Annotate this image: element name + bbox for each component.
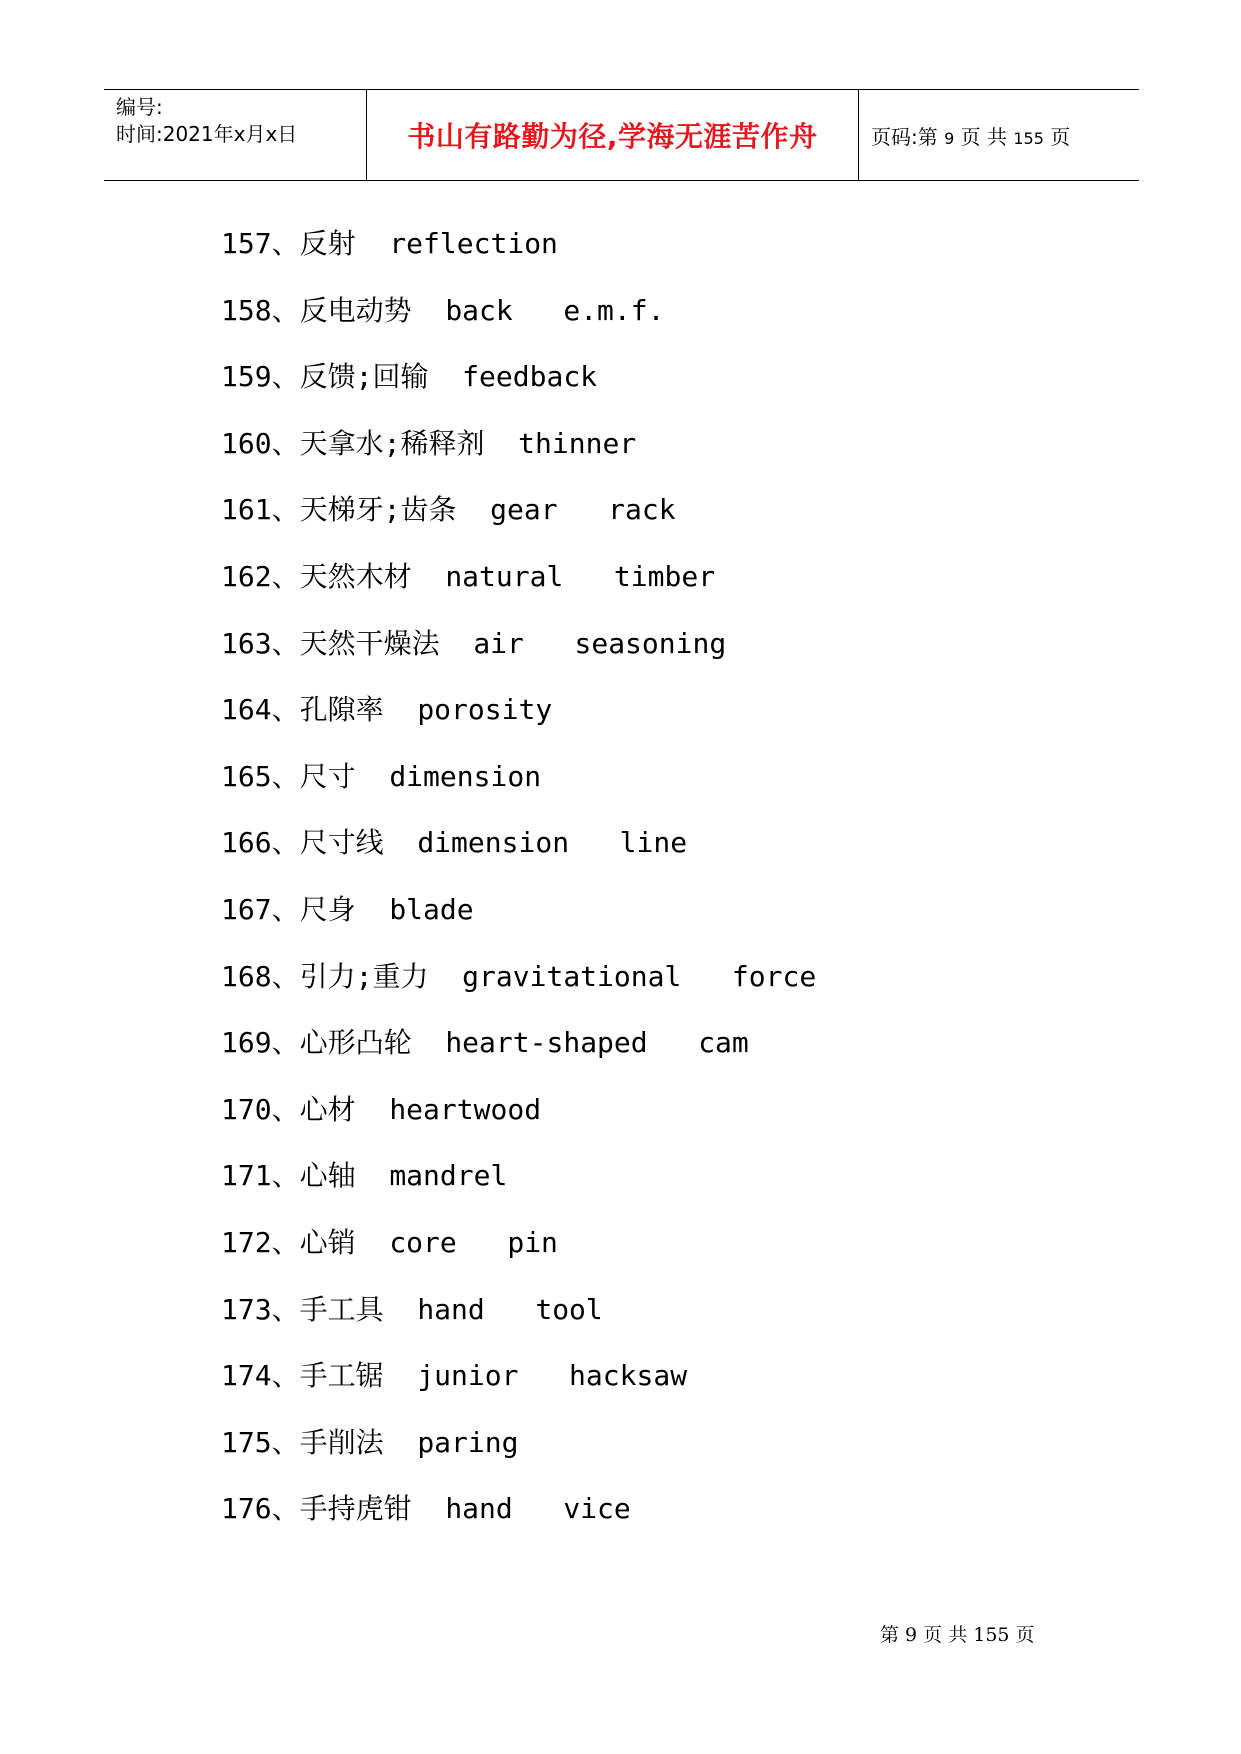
- page-current: 9: [944, 128, 955, 148]
- list-item: 164、孔隙率 porosity: [221, 693, 553, 727]
- list-item: 161、天梯牙;齿条 gear rack: [221, 493, 676, 527]
- entry-number: 168: [221, 959, 272, 993]
- entry-number: 163: [221, 626, 272, 660]
- entry-chinese-term: 心轴: [299, 1159, 356, 1193]
- entry-number: 167: [221, 892, 272, 926]
- list-item: 160、天拿水;稀释剂 thinner: [221, 426, 637, 460]
- entry-chinese-term: 天然木材: [299, 559, 412, 593]
- entry-chinese-term: 心销: [299, 1225, 356, 1259]
- entry-number: 174: [221, 1359, 272, 1393]
- entry-number: 162: [221, 559, 272, 593]
- list-item: 172、心销 core pin: [221, 1225, 558, 1259]
- entry-english-term: air seasoning: [473, 626, 727, 660]
- date-line: 时间:2021年x月x日: [116, 122, 298, 146]
- list-item: 174、手工锯 junior hacksaw: [221, 1359, 688, 1393]
- entry-english-term: gravitational force: [462, 959, 817, 993]
- entry-chinese-term: 天梯牙;齿条: [299, 493, 457, 527]
- entry-number: 157: [221, 227, 272, 260]
- entry-english-term: back e.m.f.: [445, 293, 665, 327]
- entry-number: 169: [221, 1026, 272, 1060]
- entry-english-term: feedback: [462, 360, 598, 394]
- entry-english-term: blade: [389, 892, 474, 926]
- entry-chinese-term: 心形凸轮: [299, 1026, 412, 1060]
- entry-english-term: gear rack: [490, 493, 676, 527]
- list-item: 175、手削法 paring: [221, 1425, 519, 1459]
- entry-chinese-term: 心材: [299, 1092, 356, 1126]
- header-page-number: [871, 121, 1070, 150]
- list-item: 166、尺寸线 dimension line: [221, 826, 688, 860]
- serial-label: 编号:: [116, 95, 163, 119]
- entry-number: 165: [221, 759, 272, 793]
- entry-number: 176: [221, 1492, 272, 1526]
- entry-chinese-term: 引力;重力: [299, 959, 429, 993]
- list-item: 168、引力;重力 gravitational force: [221, 959, 817, 993]
- entry-chinese-term: 手削法: [299, 1425, 384, 1459]
- entry-chinese-term: 尺身: [299, 892, 356, 926]
- entry-english-term: paring: [417, 1425, 519, 1459]
- list-item: 176、手持虎钳 hand vice: [221, 1492, 631, 1526]
- entry-english-term: hand vice: [445, 1492, 631, 1526]
- entry-chinese-term: 天拿水;稀释剂: [299, 426, 485, 460]
- entry-chinese-term: 手持虎钳: [299, 1492, 412, 1526]
- entry-english-term: junior hacksaw: [417, 1359, 688, 1393]
- entry-english-term: dimension line: [417, 826, 688, 860]
- entry-number: 171: [221, 1159, 272, 1193]
- entry-number: 160: [221, 426, 272, 460]
- entry-english-term: thinner: [518, 426, 637, 460]
- entry-english-term: heartwood: [389, 1092, 542, 1126]
- list-item: 169、心形凸轮 heart-shaped cam: [221, 1026, 749, 1060]
- entry-chinese-term: 尺寸: [299, 759, 356, 793]
- entry-number: 164: [221, 693, 272, 727]
- entry-english-term: core pin: [389, 1225, 558, 1259]
- entry-chinese-term: 天然干燥法: [299, 626, 440, 660]
- entry-number: 166: [221, 826, 272, 860]
- entry-english-term: heart-shaped cam: [445, 1026, 749, 1060]
- entry-chinese-term: 手工锯: [299, 1359, 384, 1393]
- entry-number: 170: [221, 1092, 272, 1126]
- entry-number: 172: [221, 1225, 272, 1259]
- list-item: 170、心材 heartwood: [221, 1092, 542, 1126]
- entry-english-term: natural timber: [445, 559, 716, 593]
- entry-chinese-term: 反射: [299, 227, 356, 260]
- header-info-cell: [104, 90, 367, 180]
- glossary-list: [221, 222, 1121, 1554]
- page-label: 页码:第: [871, 124, 938, 149]
- entry-english-term: dimension: [389, 759, 542, 793]
- page-mid: 页 共: [960, 124, 1008, 149]
- entry-english-term: porosity: [417, 693, 553, 727]
- page-footer: 第 9 页 共 155 页: [880, 1624, 1035, 1646]
- entry-number: 158: [221, 293, 272, 327]
- entry-english-term: mandrel: [389, 1159, 508, 1193]
- motto-text: 书山有路勤为径,学海无涯苦作舟: [407, 120, 818, 153]
- entry-chinese-term: 手工具: [299, 1292, 384, 1326]
- list-item: 163、天然干燥法 air seasoning: [221, 626, 727, 660]
- entry-chinese-term: 尺寸线: [299, 826, 384, 860]
- list-item: 173、手工具 hand tool: [221, 1292, 603, 1326]
- entry-chinese-term: 孔隙率: [299, 693, 384, 727]
- entry-chinese-term: 反电动势: [299, 293, 412, 327]
- entry-number: 161: [221, 493, 272, 527]
- entry-number: 175: [221, 1425, 272, 1459]
- header-motto-cell: [367, 90, 859, 180]
- entry-chinese-term: 反馈;回输: [299, 360, 429, 394]
- entry-english-term: reflection: [389, 227, 558, 260]
- entry-number: 159: [221, 360, 272, 394]
- header-page-cell: [859, 90, 1139, 180]
- page-header: [104, 89, 1139, 181]
- page-total: 155: [1013, 128, 1044, 148]
- entry-english-term: hand tool: [417, 1292, 603, 1326]
- entry-number: 173: [221, 1292, 272, 1326]
- list-item: 157、反射 reflection: [221, 227, 558, 260]
- list-item: 167、尺身 blade: [221, 892, 474, 926]
- list-item: 171、心轴 mandrel: [221, 1159, 508, 1193]
- list-item: 159、反馈;回输 feedback: [221, 360, 598, 394]
- page-suffix: 页: [1050, 124, 1071, 149]
- list-item: 165、尺寸 dimension: [221, 759, 542, 793]
- list-item: 158、反电动势 back e.m.f.: [221, 293, 665, 327]
- list-item: 162、天然木材 natural timber: [221, 559, 716, 593]
